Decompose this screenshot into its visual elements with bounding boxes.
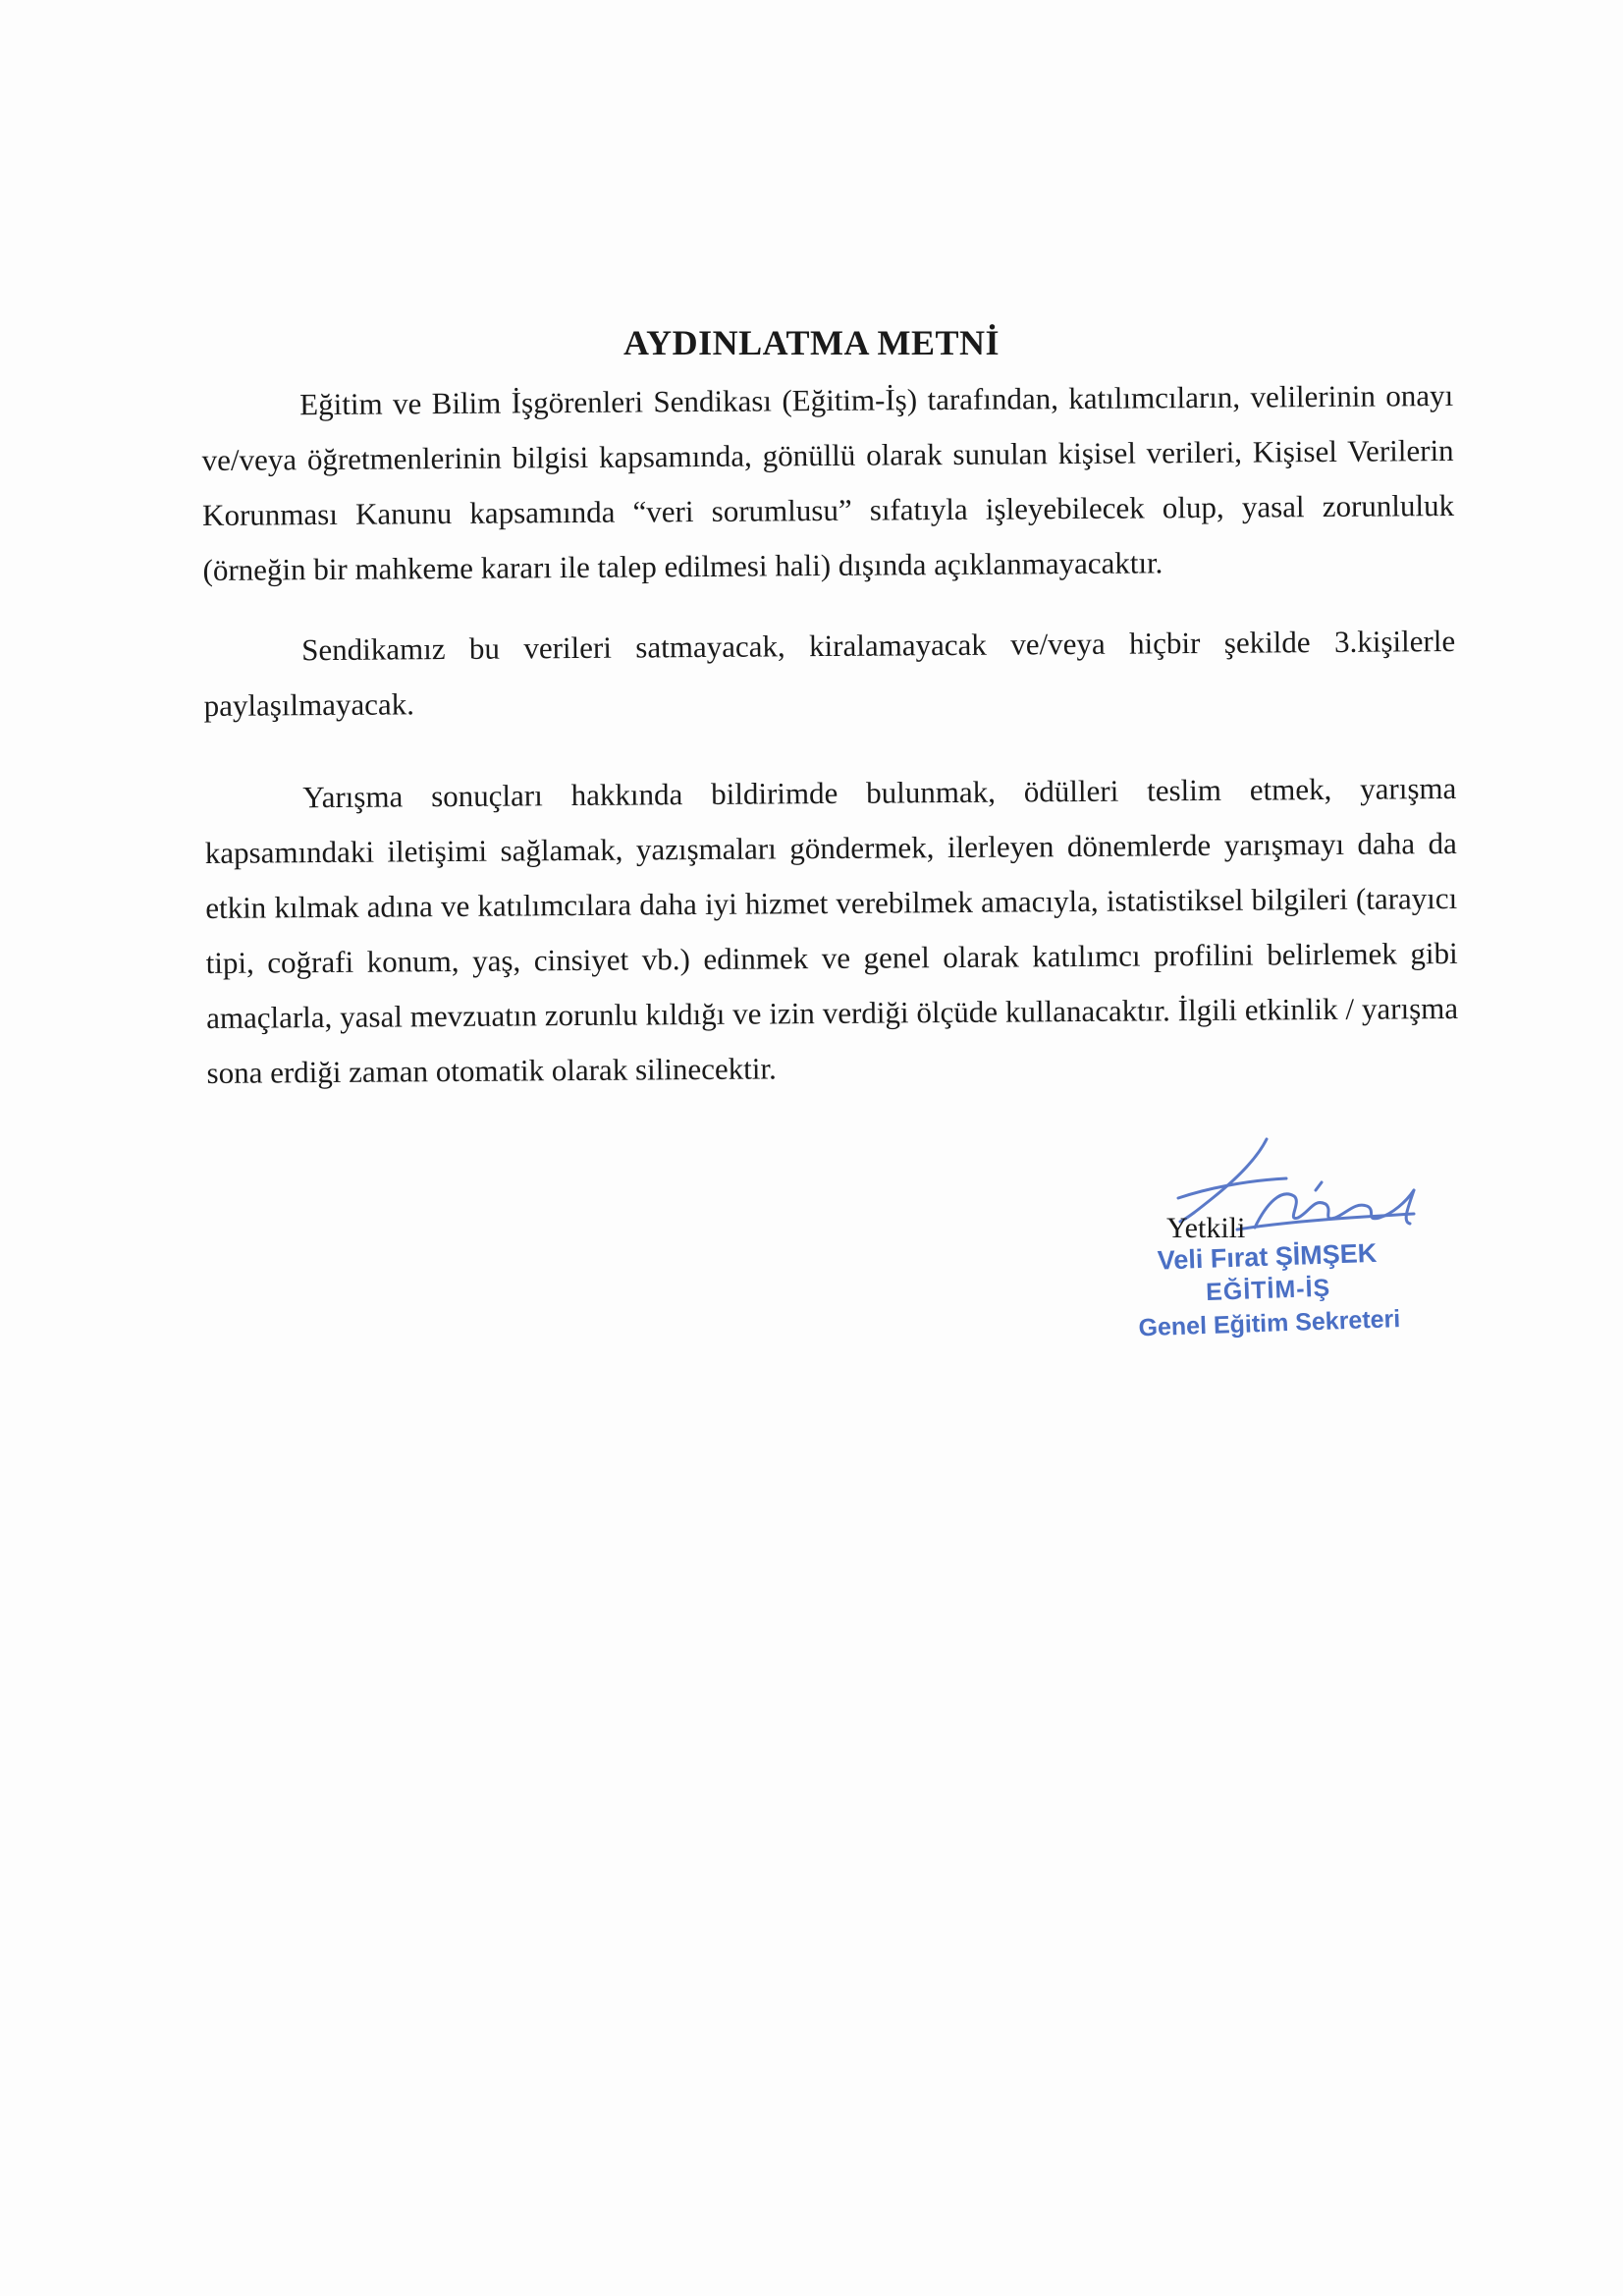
signature-label: Yetkili <box>1166 1212 1246 1244</box>
stamp-position: Genel Eğitim Sekreteri <box>1138 1305 1401 1342</box>
document-body <box>201 368 1459 1130</box>
document-title: AYDINLATMA METNİ <box>622 323 1001 362</box>
paragraph-usage-purposes: Yarışma sonuçları hakkında bildirimde bulunmak, ödülleri teslim etmek, yarışma kapsamındaki iletişimi sağlamak, yazışmaları göndermek, ilerleyen dönemlerde yarışmayı daha da etkin kılmak adına ve katılımcılara daha iyi hizmet verebilmek amacıyla, istatistiksel bilgileri (tarayıcı tipi, coğrafi konum, yaş, cinsiyet vb.) edinmek ve genel olarak katılımcı profilini belirlemek gibi amaçlarla, yasal mevzuatın zorunlu kıldığı ve izin verdiği ölçüde kullanacaktır. İlgili etkinlik / yarışma sona erdiği zaman otomatik olarak silinecektir. <box>204 770 1459 1090</box>
signature-block <box>1119 1120 1473 1375</box>
official-stamp <box>1119 1235 1417 1345</box>
paragraph-no-sharing: Sendikamız bu verileri satmayacak, kiralamayacak ve/veya hiçbir şekilde 3.kişilerle paylaşılmayacak. <box>203 623 1456 723</box>
stamp-organization: EĞİTİM-İŞ <box>1205 1274 1331 1306</box>
stamp-name: Veli Fırat ŞİMŞEK <box>1157 1237 1378 1276</box>
paragraph-data-processing: Eğitim ve Bilim İşgörenleri Sendikası (Eğitim-İş) tarafından, katılımcıların, velilerinin onayı ve/veya öğretmenlerinin bilgisi kapsamında, gönüllü olarak sunulan kişisel verileri, Kişisel Verilerin Korunması Kanunu kapsamında “veri sorumlusu” sıfatıyla işleyebilecek olup, yasal zorunluluk (örneğin bir mahkeme kararı ile talep edilmesi hali) dışında açıklanmayacaktır. <box>201 377 1455 587</box>
